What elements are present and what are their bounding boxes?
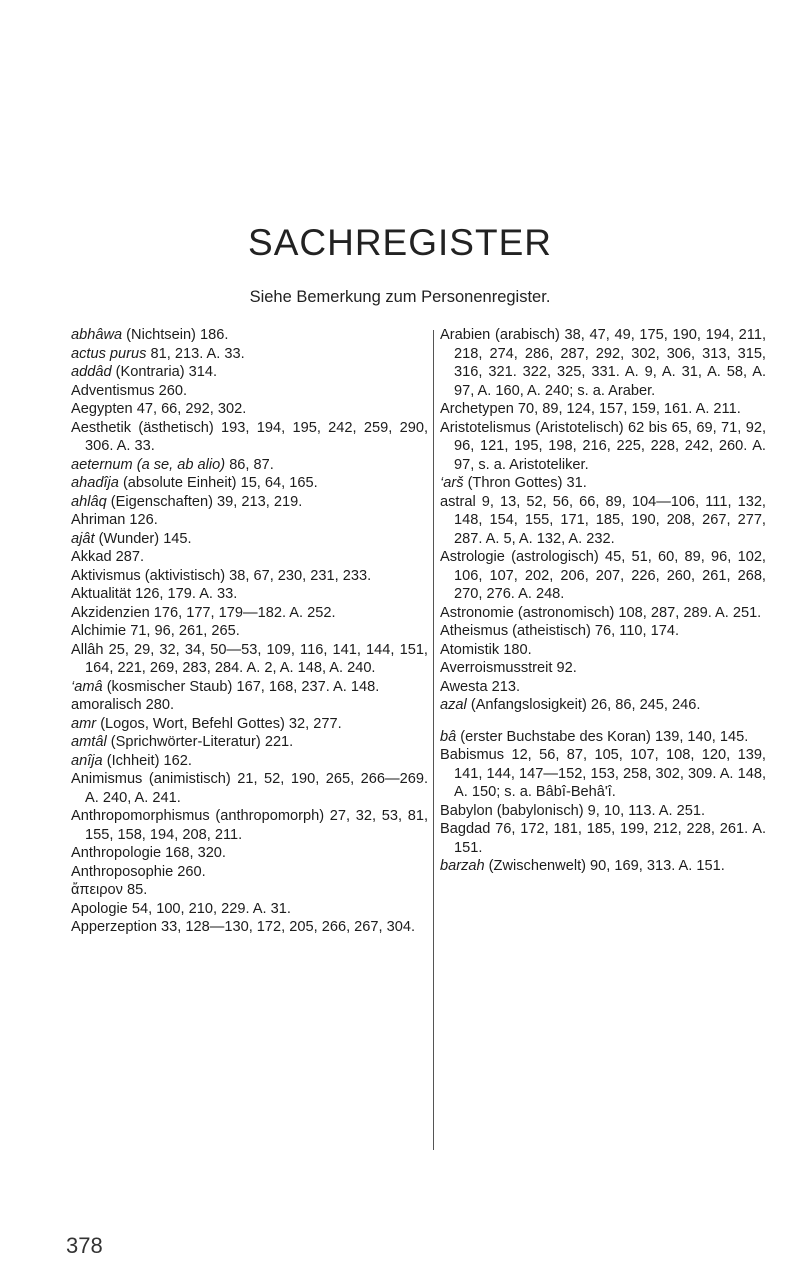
- index-references: (kosmischer Staub) 167, 168, 237. A. 148.: [102, 678, 380, 695]
- index-term: bâ: [440, 728, 457, 745]
- index-term: amr: [71, 715, 97, 732]
- index-entry: [71, 752, 428, 771]
- index-term: amtâl: [71, 734, 107, 750]
- index-references: 81, 213. A. 33.: [146, 345, 245, 362]
- index-entry: [71, 493, 428, 512]
- index-references: Anthropomorphismus (anthropomorph) 27, 32, 53, 81, 155, 158, 194, 208, 211.: [71, 808, 428, 843]
- index-entry: [440, 659, 766, 678]
- index-references: Astrologie (astrologisch) 45, 51, 60, 89, 96, 102, 106, 107, 202, 206, 207, 226, 260, 261, 268, 270, 276. A. 248.: [440, 549, 766, 602]
- index-entry: [71, 326, 428, 345]
- index-references: 86, 87.: [225, 456, 274, 473]
- index-references: Aktivismus (aktivistisch) 38, 67, 230, 231, 233.: [71, 567, 372, 584]
- index-entry: [440, 400, 766, 419]
- index-references: (Wunder) 145.: [94, 530, 192, 547]
- index-entry: [440, 419, 766, 475]
- index-entry: [440, 802, 766, 821]
- index-entry: [440, 728, 766, 747]
- index-term: aeternum (a se, ab alio): [71, 456, 226, 473]
- index-entry: [440, 857, 766, 876]
- index-references: Archetypen 70, 89, 124, 157, 159, 161. A. 211.: [440, 401, 741, 417]
- index-references: Aesthetik (ästhetisch) 193, 194, 195, 242, 259, 290, 306. A. 33.: [71, 419, 428, 454]
- index-entry: [440, 474, 766, 493]
- index-entry: [440, 678, 766, 697]
- index-references: Atheismus (atheistisch) 76, 110, 174.: [440, 623, 680, 639]
- index-references: (Kontraria) 314.: [111, 364, 218, 380]
- index-entry: [71, 881, 428, 900]
- index-entry: [71, 585, 428, 604]
- index-references: (Ichheit) 162.: [102, 752, 192, 769]
- index-entry: [440, 326, 766, 400]
- index-references: (absolute Einheit) 15, 64, 165.: [118, 475, 318, 491]
- index-entry: [71, 678, 428, 697]
- index-term: anîja: [71, 752, 103, 769]
- index-term: barzah: [440, 858, 485, 874]
- index-references: (Thron Gottes) 31.: [463, 475, 587, 491]
- index-references: Apologie 54, 100, 210, 229. A. 31.: [71, 900, 291, 917]
- index-term: ajât: [71, 530, 95, 547]
- index-references: Aktualität 126, 179. A. 33.: [71, 586, 238, 602]
- index-entry: [71, 419, 428, 456]
- index-entry: [71, 918, 428, 937]
- index-entry: [71, 622, 428, 641]
- index-entry: [71, 844, 428, 863]
- index-entry: [440, 820, 766, 857]
- index-entry: [71, 696, 428, 715]
- index-entry: [71, 733, 428, 752]
- index-references: Atomistik 180.: [440, 641, 532, 658]
- index-entry: [71, 400, 428, 419]
- index-references: Adventismus 260.: [71, 382, 188, 399]
- index-entry: [71, 863, 428, 882]
- index-entry: [71, 567, 428, 586]
- index-references: Astronomie (astronomisch) 108, 287, 289. A. 251.: [440, 604, 762, 621]
- index-references: Awesta 213.: [440, 678, 521, 695]
- index-entry: [71, 548, 428, 567]
- index-references: (Zwischenwelt) 90, 169, 313. A. 151.: [484, 858, 725, 874]
- index-references: Babylon (babylonisch) 9, 10, 113. A. 251.: [440, 802, 706, 819]
- index-entry: [71, 604, 428, 623]
- index-entry: [440, 622, 766, 641]
- index-entry: [71, 363, 428, 382]
- index-references: (Eigenschaften) 39, 213, 219.: [106, 493, 303, 510]
- index-references: (erster Buchstabe des Koran) 139, 140, 145.: [456, 728, 749, 745]
- index-term: azal: [440, 697, 467, 713]
- index-entry: [71, 530, 428, 549]
- index-entry: [71, 770, 428, 807]
- index-entry: [71, 641, 428, 678]
- index-references: Anthropologie 168, 320.: [71, 845, 226, 861]
- index-entry: [71, 474, 428, 493]
- page-subtitle: Siehe Bemerkung zum Personenregister.: [249, 288, 551, 306]
- index-references: Akkad 287.: [71, 549, 145, 565]
- index-references: (Anfangslosigkeit) 26, 86, 245, 246.: [466, 697, 701, 713]
- index-entry: [71, 807, 428, 844]
- index-references: Babismus 12, 56, 87, 105, 107, 108, 120, 139, 141, 144, 147—152, 153, 258, 302, 309. A. 148, A. 150; s. a. Bâbî-Behâ'î.: [440, 747, 766, 800]
- index-references: (Nichtsein) 186.: [122, 327, 229, 343]
- right-index-column: [440, 326, 766, 876]
- index-references: amoralisch 280.: [71, 697, 175, 713]
- index-entry: [71, 511, 428, 530]
- index-references: (Logos, Wort, Befehl Gottes) 32, 277.: [96, 715, 342, 732]
- index-references: Bagdad 76, 172, 181, 185, 199, 212, 228, 261. A. 151.: [440, 821, 766, 856]
- index-references: Ahriman 126.: [71, 512, 158, 528]
- index-references: Averroismusstreit 92.: [440, 660, 577, 676]
- index-entry: [440, 604, 766, 623]
- index-entry: [71, 900, 428, 919]
- index-term: addâd: [71, 364, 112, 380]
- index-references: Animismus (animistisch) 21, 52, 190, 265, 266—269. A. 240, A. 241.: [71, 771, 428, 806]
- index-term: actus purus: [71, 345, 147, 362]
- index-entry: [440, 696, 766, 715]
- page-number: 378: [66, 1233, 103, 1258]
- index-references: Aegypten 47, 66, 292, 302.: [71, 401, 247, 417]
- index-term: ahlâq: [71, 493, 107, 510]
- index-entry: [71, 456, 428, 475]
- index-references: Arabien (arabisch) 38, 47, 49, 175, 190, 194, 211, 218, 274, 286, 287, 292, 302, 306, 313, 315, 316, 321. 322, 325, 331. A. 9, A. 31, A. 58, A. 97, A. 160, A. 240; s. a. Araber.: [440, 327, 766, 399]
- index-entry: [440, 746, 766, 802]
- index-references: Akzidenzien 176, 177, 179—182. A. 252.: [71, 604, 336, 621]
- index-references: Apperzeption 33, 128—130, 172, 205, 266, 267, 304.: [71, 919, 416, 935]
- index-entry: [440, 548, 766, 604]
- index-entry: [71, 715, 428, 734]
- index-entry: [71, 345, 428, 364]
- index-references: Anthroposophie 260.: [71, 863, 206, 880]
- left-index-column: [71, 326, 428, 937]
- index-references: Alchimie 71, 96, 261, 265.: [71, 623, 240, 639]
- page-title: SACHREGISTER: [248, 222, 552, 263]
- index-entry: [440, 493, 766, 549]
- index-references: Allâh 25, 29, 32, 34, 50—53, 109, 116, 141, 144, 151, 164, 221, 269, 283, 284. A. 2, A. 148, A. 240.: [71, 641, 428, 676]
- index-references: Aristotelismus (Aristotelisch) 62 bis 65, 69, 71, 92, 96, 121, 195, 198, 216, 225, 228, 242, 260. A. 97, s. a. Aristoteliker.: [440, 419, 766, 473]
- column-divider: [433, 330, 434, 1150]
- index-term: ‘amâ: [71, 678, 103, 695]
- index-references: ἄπειρον 85.: [71, 882, 148, 898]
- index-references: (Sprichwörter-Literatur) 221.: [106, 734, 294, 750]
- index-references: astral 9, 13, 52, 56, 66, 89, 104—106, 111, 132, 148, 154, 155, 171, 185, 190, 208, 267, 277, 287. A. 5, A. 132, A. 232.: [440, 493, 766, 547]
- index-entry: [440, 641, 766, 660]
- index-term: ‘arš: [440, 475, 464, 491]
- index-term: abhâwa: [71, 327, 123, 343]
- index-entry: [71, 382, 428, 401]
- index-term: ahadîja: [71, 475, 119, 491]
